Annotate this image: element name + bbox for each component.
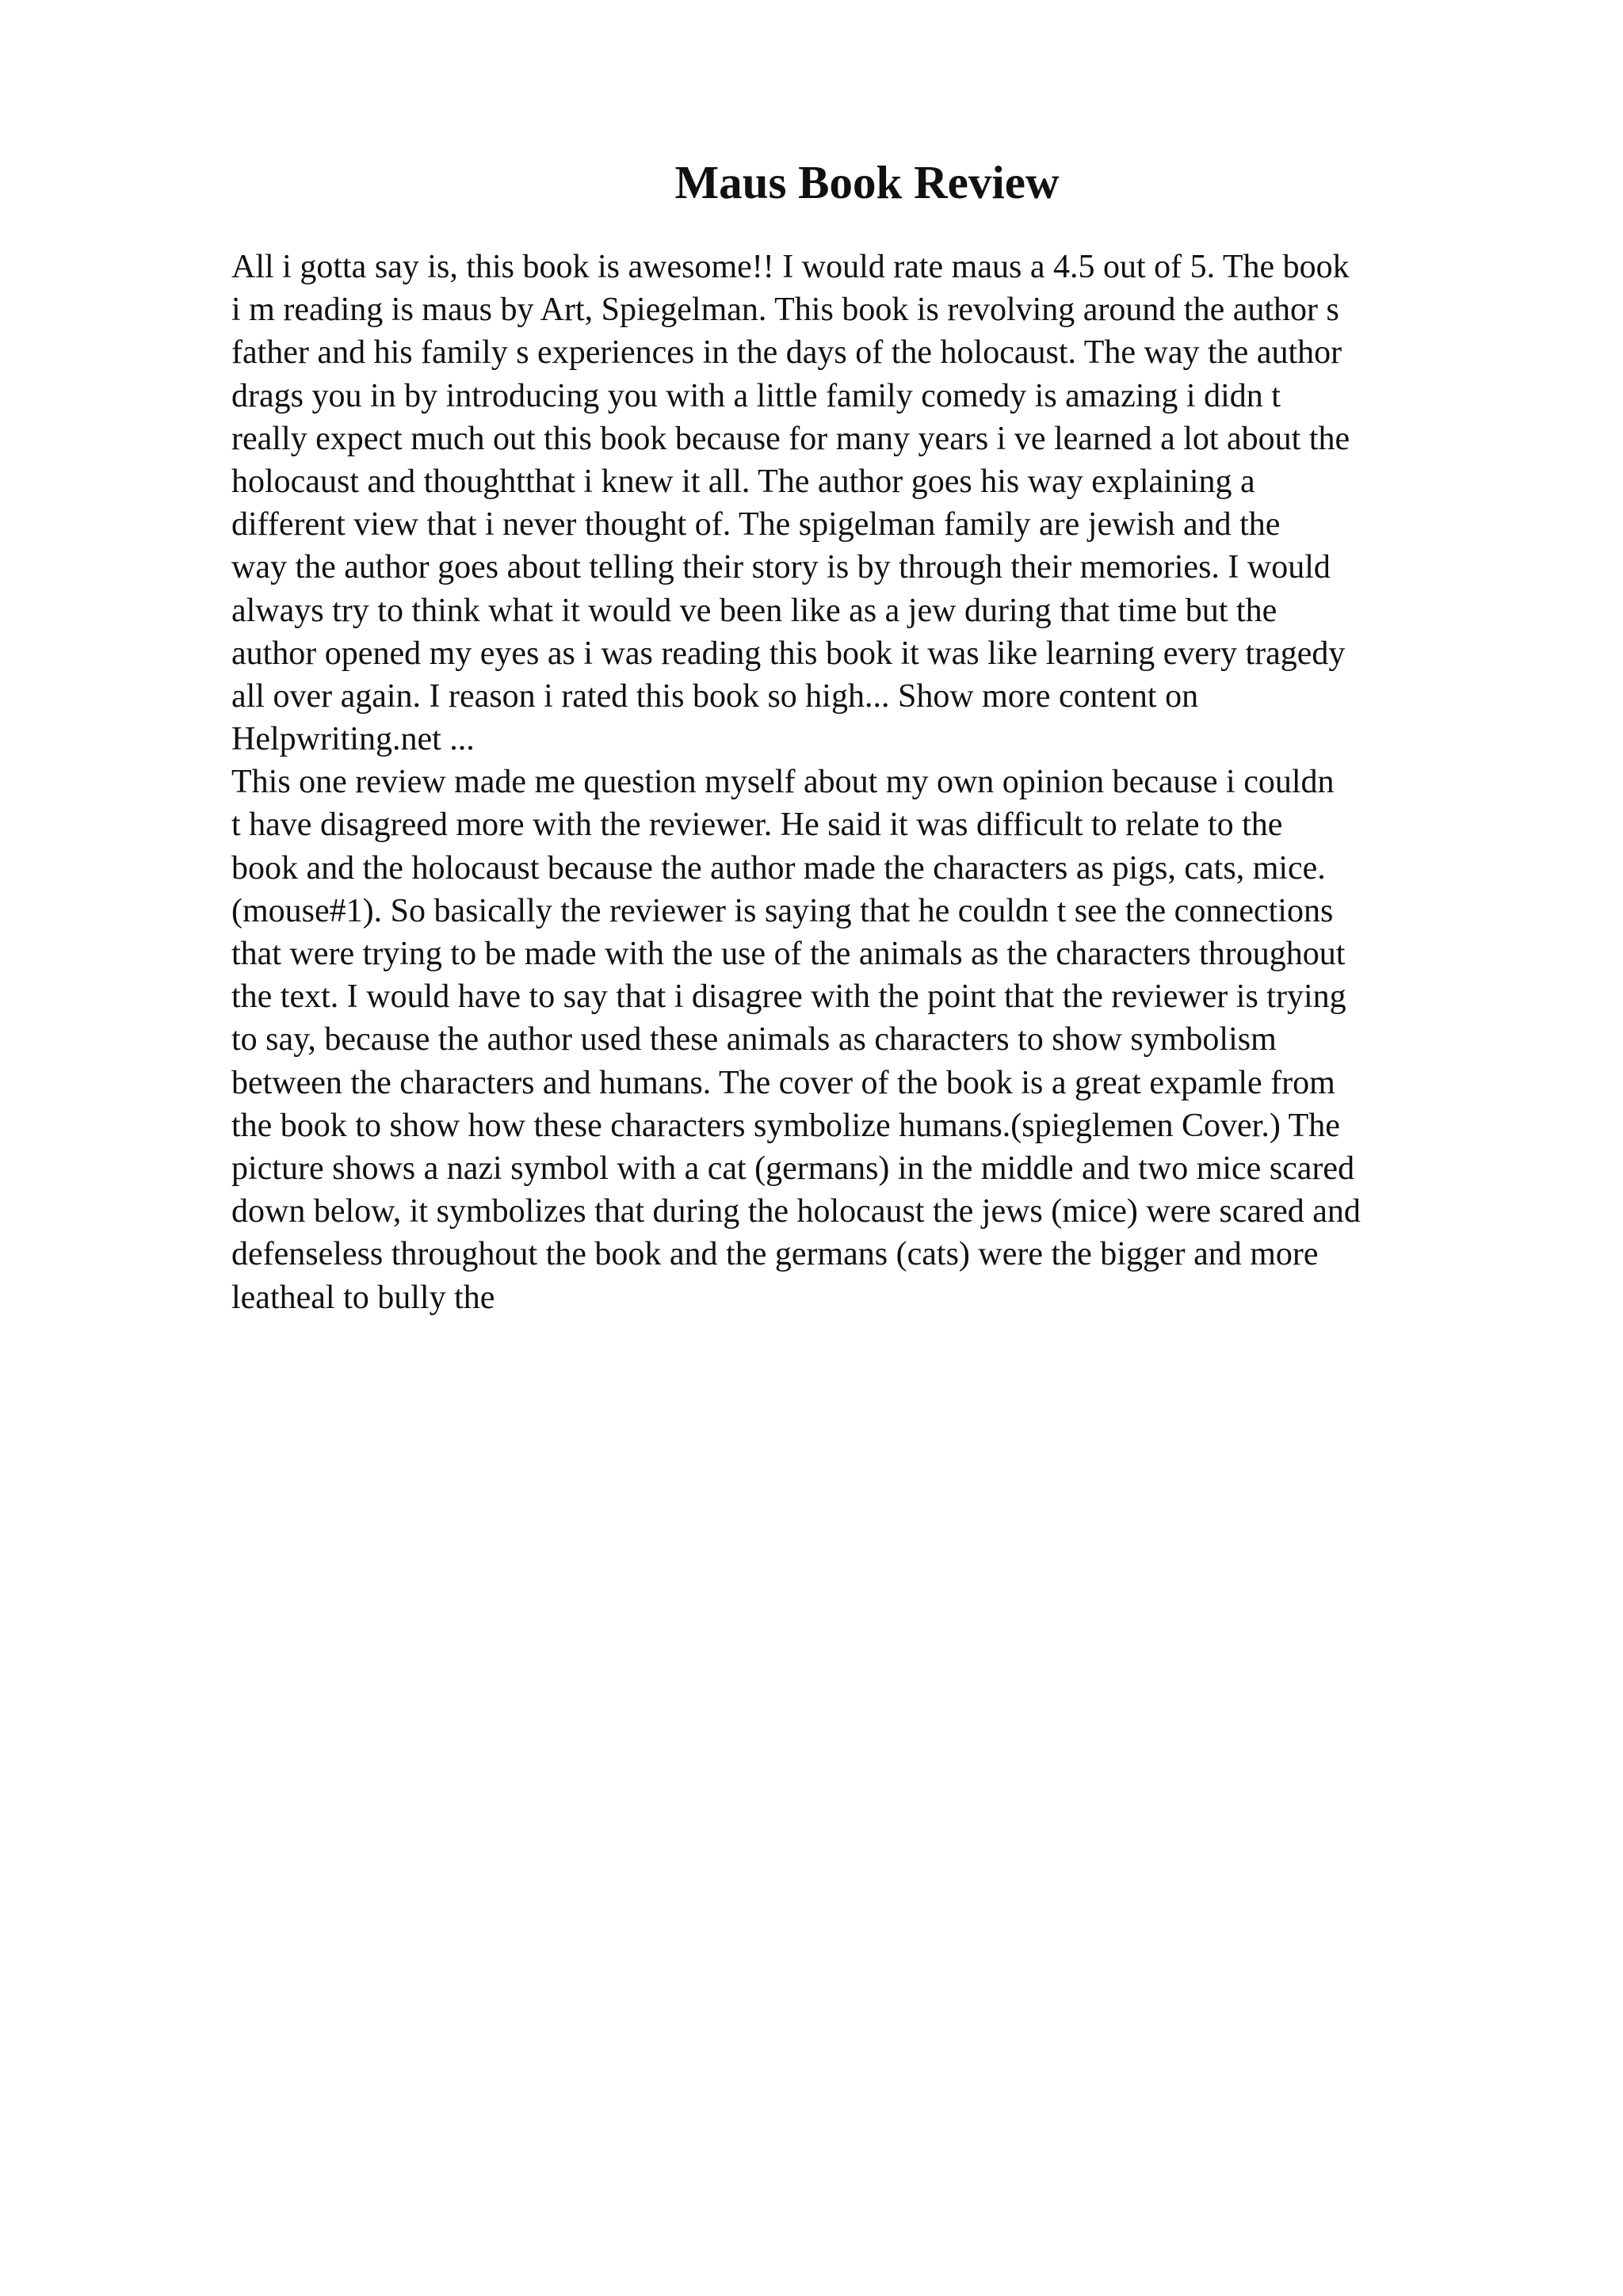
text-line: way the author goes about telling their story is by through their memories. I would xyxy=(231,549,1331,586)
text-line: the text. I would have to say that i disagree with the point that the reviewer is trying xyxy=(231,978,1346,1016)
text-line: author opened my eyes as i was reading this book it was like learning every tragedy xyxy=(231,635,1346,672)
text-line: to say, because the author used these animals as characters to show symbolism xyxy=(231,1021,1277,1058)
paragraph-1 xyxy=(231,246,1515,761)
text-line: all over again. I reason i rated this book so high... Show more content on xyxy=(231,677,1199,715)
text-line: down below, it symbolizes that during the holocaust the jews (mice) were scared and xyxy=(231,1193,1361,1230)
text-line: (mouse#1). So basically the reviewer is saying that he couldn t see the connections xyxy=(231,892,1334,929)
text-line: between the characters and humans. The cover of the book is a great expamle from xyxy=(231,1064,1335,1101)
text-line: i m reading is maus by Art, Spiegelman. This book is revolving around the author s xyxy=(231,292,1339,329)
text-line: holocaust and thoughtthat i knew it all. The author goes his way explaining a xyxy=(231,463,1255,500)
text-line: father and his family s experiences in the days of the holocaust. The way the author xyxy=(231,334,1342,372)
text-line: really expect much out this book because for many years i ve learned a lot about the xyxy=(231,420,1350,457)
text-line: the book to show how these characters symbolize humans.(spieglemen Cover.) The xyxy=(231,1107,1340,1144)
text-line: picture shows a nazi symbol with a cat (germans) in the middle and two mice scared xyxy=(231,1150,1355,1187)
text-line: leatheal to bully the xyxy=(231,1279,495,1316)
text-line: book and the holocaust because the author made the characters as pigs, cats, mice. xyxy=(231,849,1326,887)
text-line: different view that i never thought of. The spigelman family are jewish and the xyxy=(231,506,1281,543)
page-title: Maus Book Review xyxy=(674,156,1060,208)
text-line: that were trying to be made with the use of the animals as the characters throughout xyxy=(231,936,1346,972)
text-line: All i gotta say is, this book is awesome!! I would rate maus a 4.5 out of 5. The book xyxy=(231,249,1350,285)
text-line: t have disagreed more with the reviewer. He said it was difficult to relate to the xyxy=(231,807,1283,844)
text-line: This one review made me question myself about my own opinion because i couldn xyxy=(231,764,1335,801)
document-body xyxy=(231,246,1515,1319)
text-line: defenseless throughout the book and the germans (cats) were the bigger and more xyxy=(231,1236,1319,1273)
text-line: always try to think what it would ve been like as a jew during that time but the xyxy=(231,592,1277,629)
paragraph-2 xyxy=(231,761,1515,1318)
text-line: drags you in by introducing you with a little family comedy is amazing i didn t xyxy=(231,377,1281,414)
text-line: Helpwriting.net ... xyxy=(231,721,475,758)
